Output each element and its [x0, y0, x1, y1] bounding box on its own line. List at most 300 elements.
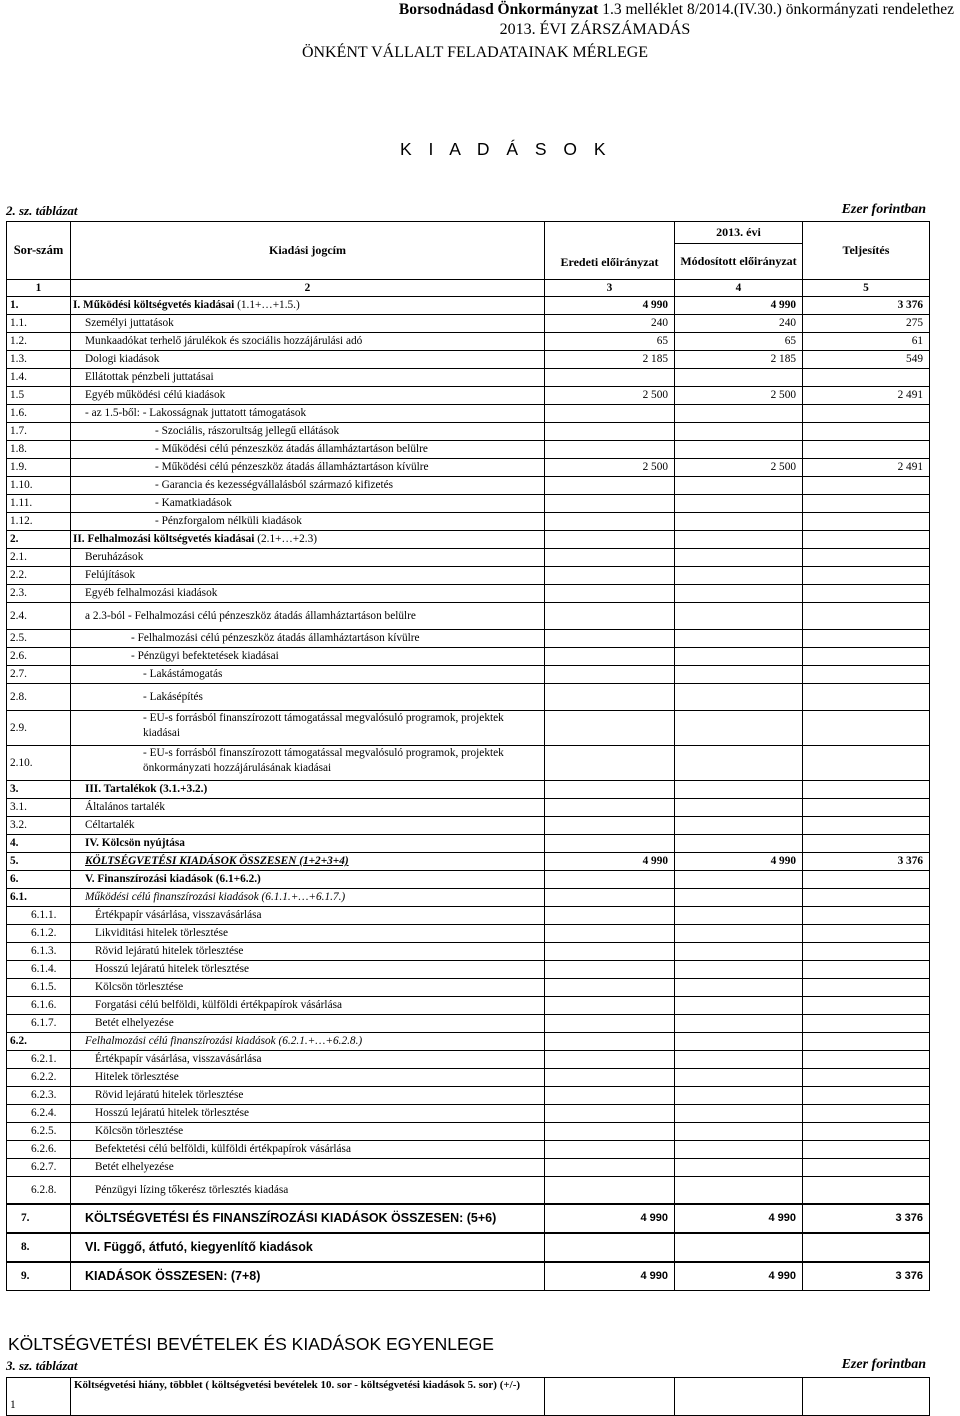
header-2013-evi: 2013. évi — [675, 222, 803, 244]
modositott-value — [675, 1177, 803, 1205]
row-number: 2.1. — [7, 549, 71, 567]
row-label-text: - Lakástámogatás — [143, 668, 223, 680]
row-label — [71, 907, 545, 925]
table3-unit: Ezer forintban — [841, 1357, 926, 1372]
teljesites-value — [803, 1087, 930, 1105]
row-label-text: Működési célú finanszírozási kiadások (6.1.1.+…+6.1.7.) — [85, 891, 346, 903]
row-number: 2.3. — [7, 585, 71, 603]
table-row — [7, 1141, 930, 1159]
eredeti-value — [545, 799, 675, 817]
row-number: 1.12. — [7, 513, 71, 531]
modositott-value — [675, 549, 803, 567]
row-label — [71, 835, 545, 853]
table-row — [7, 943, 930, 961]
modositott-value — [675, 1159, 803, 1177]
row-number: 1.8. — [7, 441, 71, 459]
modositott-value — [675, 871, 803, 889]
eredeti-value — [545, 531, 675, 549]
teljesites-value — [803, 567, 930, 585]
row-number: 1.9. — [7, 459, 71, 477]
kiadasok-table-body — [7, 297, 930, 1291]
row-label — [71, 423, 545, 441]
teljesites-value — [803, 889, 930, 907]
modositott-value — [675, 477, 803, 495]
row-label — [71, 817, 545, 835]
row-label-text: Ellátottak pénzbeli juttatásai — [85, 371, 214, 383]
row-number: 3. — [7, 781, 71, 799]
row-label-text: Forgatási célú belföldi, külföldi értékpapírok vásárlása — [95, 999, 342, 1011]
table-row — [7, 1087, 930, 1105]
row-label-text: KÖLTSÉGVETÉSI ÉS FINANSZÍROZÁSI KIADÁSOK ÖSSZESEN: (5+6) — [85, 1210, 497, 1225]
teljesites-value: 549 — [803, 351, 930, 369]
row-label — [71, 549, 545, 567]
table-row — [7, 781, 930, 799]
row-number: 1.4. — [7, 369, 71, 387]
row-number: 6.2.6. — [7, 1141, 71, 1159]
row-number: 1.6. — [7, 405, 71, 423]
teljesites-value — [803, 405, 930, 423]
row-label-text: - Kamatkiadások — [155, 497, 232, 509]
row-label-text: - Pénzügyi befektetések kiadásai — [131, 650, 279, 662]
row-label — [71, 684, 545, 711]
teljesites-value — [803, 1123, 930, 1141]
eredeti-value — [545, 1087, 675, 1105]
row-label-text: Értékpapír vásárlása, visszavásárlása — [95, 909, 262, 921]
row-label — [71, 387, 545, 405]
row-label — [71, 1159, 545, 1177]
eredeti-value — [545, 441, 675, 459]
row-label-text: - Lakásépítés — [143, 690, 203, 703]
table-row — [7, 1051, 930, 1069]
eredeti-value — [545, 943, 675, 961]
egyenleg-row-label: Költségvetési hiány, többlet ( költségvetési bevételek 10. sor - költségvetési kiadások 5. sor) (+/-) — [71, 1378, 545, 1416]
row-label — [71, 871, 545, 889]
modositott-value — [675, 997, 803, 1015]
row-label — [71, 585, 545, 603]
row-label — [71, 746, 545, 781]
modositott-value — [675, 1233, 803, 1262]
row-label — [71, 441, 545, 459]
row-label-text: Egyéb felhalmozási kiadások — [85, 587, 218, 599]
eredeti-value — [545, 513, 675, 531]
row-number: 2. — [7, 531, 71, 549]
header-sorszam: Sor-szám — [7, 222, 71, 280]
row-label-suffix: (1.1+…+1.5.) — [234, 299, 300, 311]
row-label — [71, 459, 545, 477]
modositott-value: 4 990 — [675, 1204, 803, 1233]
row-label-text: a 2.3-ból - Felhalmozási célú pénzeszköz átadás államháztartáson belülre — [85, 609, 416, 622]
eredeti-value — [545, 630, 675, 648]
row-label — [71, 889, 545, 907]
teljesites-value — [803, 585, 930, 603]
table-row — [7, 1204, 930, 1233]
eredeti-value: 240 — [545, 315, 675, 333]
row-number: 2.10. — [7, 746, 71, 781]
teljesites-value — [803, 1051, 930, 1069]
row-label — [71, 1204, 545, 1233]
table-row — [7, 711, 930, 746]
modositott-value — [675, 1051, 803, 1069]
row-label — [71, 1051, 545, 1069]
modositott-value — [675, 1123, 803, 1141]
modositott-value: 2 500 — [675, 387, 803, 405]
row-label — [71, 961, 545, 979]
eredeti-value — [545, 495, 675, 513]
eredeti-value: 4 990 — [545, 297, 675, 315]
row-label-text: Kölcsön törlesztése — [95, 981, 184, 993]
eredeti-value — [545, 1159, 675, 1177]
row-label — [71, 781, 545, 799]
eredeti-value — [545, 648, 675, 666]
eredeti-value — [545, 746, 675, 781]
table-row — [7, 603, 930, 630]
modositott-value — [675, 1087, 803, 1105]
row-number: 1.7. — [7, 423, 71, 441]
row-number: 6.1.3. — [7, 943, 71, 961]
table-row — [7, 684, 930, 711]
teljesites-value — [803, 711, 930, 746]
colnum-3: 3 — [545, 280, 675, 297]
table-row — [7, 1262, 930, 1291]
teljesites-value: 3 376 — [803, 853, 930, 871]
modositott-value — [675, 441, 803, 459]
row-number: 6.1.1. — [7, 907, 71, 925]
teljesites-value: 2 491 — [803, 387, 930, 405]
modositott-value — [675, 603, 803, 630]
row-label-text: VI. Függő, átfutó, kiegyenlítő kiadások — [85, 1239, 313, 1254]
row-label — [71, 1123, 545, 1141]
eredeti-value — [545, 907, 675, 925]
row-number: 7. — [7, 1204, 71, 1233]
row-number: 6.1.2. — [7, 925, 71, 943]
modositott-value — [675, 746, 803, 781]
modositott-value — [675, 979, 803, 997]
eredeti-value — [545, 889, 675, 907]
row-number: 1.10. — [7, 477, 71, 495]
kiadasok-table — [6, 221, 930, 1291]
modositott-value — [675, 943, 803, 961]
row-label-text: Értékpapír vásárlása, visszavásárlása — [95, 1053, 262, 1065]
table-row — [7, 441, 930, 459]
row-label-text: Felújítások — [85, 569, 136, 581]
table-row — [7, 925, 930, 943]
row-number: 4. — [7, 835, 71, 853]
section-title-kiadasok: K I A D Á S O K — [400, 139, 612, 159]
modositott-value — [675, 495, 803, 513]
eredeti-value: 4 990 — [545, 1262, 675, 1291]
row-label — [71, 1177, 545, 1205]
row-number: 2.2. — [7, 567, 71, 585]
row-label — [71, 666, 545, 684]
row-label — [71, 351, 545, 369]
row-label-text: Rövid lejáratú hitelek törlesztése — [95, 1089, 244, 1101]
row-label-text: Személyi juttatások — [85, 317, 174, 329]
egyenleg-row — [7, 1378, 930, 1416]
teljesites-value: 275 — [803, 315, 930, 333]
teljesites-value — [803, 925, 930, 943]
colnum-2: 2 — [71, 280, 545, 297]
teljesites-value — [803, 1069, 930, 1087]
row-number: 5. — [7, 853, 71, 871]
row-label-text: Felhalmozási célú finanszírozási kiadások (6.2.1.+…+6.2.8.) — [85, 1035, 363, 1047]
row-label-text: Kölcsön törlesztése — [95, 1125, 184, 1137]
table-row — [7, 871, 930, 889]
header-eredeti: Eredeti előirányzat — [545, 222, 675, 280]
row-label-text: III. Tartalékok (3.1.+3.2.) — [85, 783, 208, 795]
row-label-text: Likviditási hitelek törlesztése — [95, 927, 229, 939]
modositott-value — [675, 585, 803, 603]
table-row — [7, 531, 930, 549]
eredeti-value: 4 990 — [545, 853, 675, 871]
colnum-5: 5 — [803, 280, 930, 297]
teljesites-value — [803, 531, 930, 549]
row-number: 2.7. — [7, 666, 71, 684]
teljesites-value — [803, 495, 930, 513]
row-label — [71, 567, 545, 585]
teljesites-value: 3 376 — [803, 1204, 930, 1233]
modositott-value — [675, 648, 803, 666]
eredeti-value — [545, 1141, 675, 1159]
teljesites-value — [803, 603, 930, 630]
row-number: 2.8. — [7, 684, 71, 711]
eredeti-value — [545, 585, 675, 603]
modositott-value — [675, 666, 803, 684]
row-number: 6.1.5. — [7, 979, 71, 997]
table-row — [7, 1159, 930, 1177]
teljesites-value — [803, 1159, 930, 1177]
table-row — [7, 315, 930, 333]
eredeti-value — [545, 1069, 675, 1087]
table-row — [7, 495, 930, 513]
row-label-text: IV. Kölcsön nyújtása — [85, 837, 185, 849]
row-number: 6.2. — [7, 1033, 71, 1051]
teljesites-value — [803, 630, 930, 648]
row-number: 6.2.4. — [7, 1105, 71, 1123]
row-number: 6.1.6. — [7, 997, 71, 1015]
eredeti-value — [545, 1177, 675, 1205]
eredeti-value: 2 500 — [545, 387, 675, 405]
teljesites-value — [803, 1141, 930, 1159]
eredeti-value — [545, 979, 675, 997]
row-number: 1.2. — [7, 333, 71, 351]
teljesites-value — [803, 1033, 930, 1051]
modositott-value: 4 990 — [675, 1262, 803, 1291]
eredeti-value — [545, 1105, 675, 1123]
teljesites-value — [803, 961, 930, 979]
table-row — [7, 979, 930, 997]
row-number: 1. — [7, 297, 71, 315]
teljesites-value — [803, 1105, 930, 1123]
eredeti-value — [545, 549, 675, 567]
modositott-value — [675, 630, 803, 648]
modositott-value: 240 — [675, 315, 803, 333]
modositott-value: 2 185 — [675, 351, 803, 369]
header-melleklet: 1.3 melléklet 8/2014.(IV.30.) önkormányzati rendelethez — [602, 1, 954, 18]
row-label-text: - Felhalmozási célú pénzeszköz átadás államháztartáson kívülre — [131, 632, 420, 644]
table-row — [7, 997, 930, 1015]
row-label-text: II. Felhalmozási költségvetés kiadásai — [73, 533, 255, 545]
modositott-value — [675, 369, 803, 387]
table-row — [7, 799, 930, 817]
row-label — [71, 943, 545, 961]
eredeti-value — [545, 871, 675, 889]
table-row — [7, 405, 930, 423]
row-label-text: - Működési célú pénzeszköz átadás államháztartáson belülre — [155, 443, 428, 455]
modositott-value: 65 — [675, 333, 803, 351]
table-row — [7, 297, 930, 315]
table-row — [7, 333, 930, 351]
row-label-suffix: (2.1+…+2.3) — [254, 533, 318, 545]
row-label — [71, 531, 545, 549]
header-onkormanyzat: Borsodnádasd Önkormányzat — [398, 1, 599, 18]
eredeti-value — [545, 781, 675, 799]
table-row — [7, 1177, 930, 1205]
eredeti-value — [545, 369, 675, 387]
row-label — [71, 369, 545, 387]
eredeti-value — [545, 684, 675, 711]
row-number: 2.9. — [7, 711, 71, 746]
table-row — [7, 1015, 930, 1033]
table-row — [7, 853, 930, 871]
modositott-value — [675, 1069, 803, 1087]
row-label — [71, 477, 545, 495]
table-row — [7, 907, 930, 925]
modositott-value — [675, 513, 803, 531]
row-label — [71, 1069, 545, 1087]
row-number: 3.1. — [7, 799, 71, 817]
row-label-text: - EU-s forrásból finanszírozott támogatással megvalósuló programok, projektek kiadásai — [143, 712, 504, 739]
row-label — [71, 979, 545, 997]
teljesites-value — [803, 907, 930, 925]
modositott-value — [675, 925, 803, 943]
row-number: 6.2.5. — [7, 1123, 71, 1141]
teljesites-value: 2 491 — [803, 459, 930, 477]
modositott-value — [675, 781, 803, 799]
eredeti-value — [545, 835, 675, 853]
row-label-text: - az 1.5-ből: - Lakosságnak juttatott támogatások — [85, 407, 307, 419]
modositott-value — [675, 907, 803, 925]
row-label — [71, 315, 545, 333]
table-row — [7, 423, 930, 441]
eredeti-value — [545, 997, 675, 1015]
eredeti-value — [545, 1233, 675, 1262]
modositott-value — [675, 817, 803, 835]
header-modositott: Módosított előirányzat — [675, 244, 803, 280]
row-label-text: Dologi kiadások — [85, 353, 160, 365]
row-label — [71, 711, 545, 746]
row-label-text: KÖLTSÉGVETÉSI KIADÁSOK ÖSSZESEN (1+2+3+4) — [85, 855, 349, 867]
teljesites-value — [803, 666, 930, 684]
row-number: 6.2.3. — [7, 1087, 71, 1105]
row-number: 6.1.4. — [7, 961, 71, 979]
table-row — [7, 585, 930, 603]
row-label-text: Betét elhelyezése — [95, 1017, 174, 1029]
row-label-text: Általános tartalék — [85, 801, 165, 813]
table-row — [7, 1069, 930, 1087]
table-row — [7, 387, 930, 405]
modositott-value — [675, 1015, 803, 1033]
row-label-text: - Működési célú pénzeszköz átadás államháztartáson kívülre — [155, 461, 429, 473]
eredeti-value — [545, 817, 675, 835]
teljesites-value — [803, 817, 930, 835]
modositott-value — [675, 531, 803, 549]
eredeti-value — [545, 1015, 675, 1033]
row-number: 1.5 — [7, 387, 71, 405]
teljesites-value: 61 — [803, 333, 930, 351]
row-label-text: Hosszú lejáratú hitelek törlesztése — [95, 1107, 250, 1119]
table-row — [7, 666, 930, 684]
table-row — [7, 549, 930, 567]
teljesites-value: 3 376 — [803, 297, 930, 315]
eredeti-value: 4 990 — [545, 1204, 675, 1233]
modositott-value — [675, 1105, 803, 1123]
row-number: 9. — [7, 1262, 71, 1291]
row-label-text: V. Finanszírozási kiadások (6.1+6.2.) — [85, 873, 261, 885]
table-row — [7, 477, 930, 495]
row-label-text: - EU-s forrásból finanszírozott támogatással megvalósuló programok, projektek önkormányzati hozzájárulásának kiadásai — [143, 747, 504, 774]
row-label-text: Munkaadókat terhelő járulékok és szociális hozzájárulási adó — [85, 335, 363, 347]
row-label — [71, 495, 545, 513]
modositott-value — [675, 961, 803, 979]
row-label — [71, 405, 545, 423]
egyenleg-title: KÖLTSÉGVETÉSI BEVÉTELEK ÉS KIADÁSOK EGYENLEGE — [8, 1334, 494, 1354]
teljesites-value — [803, 943, 930, 961]
row-number: 1.3. — [7, 351, 71, 369]
table-row — [7, 567, 930, 585]
teljesites-value — [803, 997, 930, 1015]
table-row — [7, 513, 930, 531]
row-label — [71, 333, 545, 351]
teljesites-value — [803, 684, 930, 711]
table-row — [7, 961, 930, 979]
row-label-text: I. Működési költségvetés kiadásai — [73, 299, 235, 311]
modositott-value — [675, 423, 803, 441]
eredeti-value — [545, 1051, 675, 1069]
row-label — [71, 1105, 545, 1123]
teljesites-value — [803, 648, 930, 666]
row-label — [71, 799, 545, 817]
row-label-text: Rövid lejáratú hitelek törlesztése — [95, 945, 244, 957]
eredeti-value — [545, 477, 675, 495]
row-number: 3.2. — [7, 817, 71, 835]
modositott-value — [675, 711, 803, 746]
row-label-text: - Garancia és kezességvállalásból származó kifizetés — [155, 479, 394, 491]
row-label-text: Céltartalék — [85, 819, 135, 831]
modositott-value — [675, 1141, 803, 1159]
teljesites-value — [803, 441, 930, 459]
eredeti-value — [545, 1123, 675, 1141]
teljesites-value — [803, 1015, 930, 1033]
table3-label: 3. sz. táblázat — [6, 1358, 78, 1373]
eredeti-value — [545, 925, 675, 943]
teljesites-value — [803, 1233, 930, 1262]
row-label — [71, 1233, 545, 1262]
row-number: 2.4. — [7, 603, 71, 630]
modositott-value — [675, 405, 803, 423]
teljesites-value — [803, 513, 930, 531]
table-row — [7, 746, 930, 781]
eredeti-value: 65 — [545, 333, 675, 351]
modositott-value: 2 500 — [675, 459, 803, 477]
header-zarszamadas: 2013. ÉVI ZÁRSZÁMADÁS — [499, 21, 691, 38]
eredeti-value — [545, 405, 675, 423]
teljesites-value — [803, 781, 930, 799]
row-number: 1.1. — [7, 315, 71, 333]
row-label-text: - Pénzforgalom nélküli kiadások — [155, 515, 302, 527]
row-number: 8. — [7, 1233, 71, 1262]
table-row — [7, 648, 930, 666]
row-label — [71, 925, 545, 943]
